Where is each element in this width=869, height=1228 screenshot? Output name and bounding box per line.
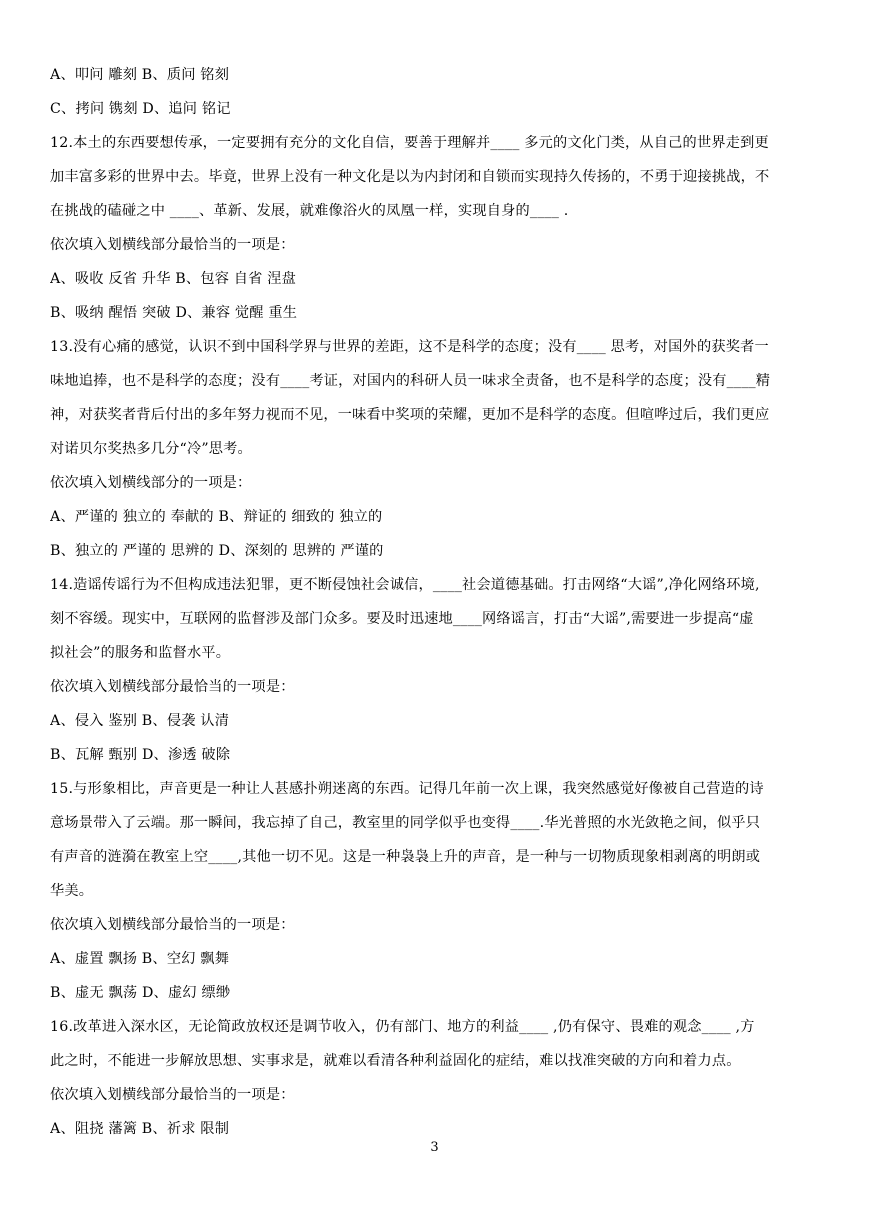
- text-line: A、阻挠 藩篱 B、祈求 限制: [50, 1121, 230, 1137]
- text-line: 加丰富多彩的世界中去。毕竟，世界上没有一种文化是以为内封闭和自锁而实现持久传扬的，不勇于迎接挑战，不: [50, 169, 770, 185]
- text-line: A、侵入 鉴别 B、侵袭 认清: [50, 713, 230, 729]
- text-line: 15.与形象相比，声音更是一种让人甚感扑朔迷离的东西。记得几年前一次上课，我突然感觉好像被自己营造的诗: [50, 781, 764, 797]
- text-line: C、拷问 镌刻 D、追问 铭记: [50, 101, 231, 117]
- text-line: 依次填入划横线部分最恰当的一项是：: [50, 679, 295, 695]
- text-line: 刻不容缓。现实中，互联网的监督涉及部门众多。要及时迅速地____网络谣言，打击“大谣”,需要进一步提高“虚: [50, 611, 754, 627]
- text-line: A、虚置 飘扬 B、空幻 飘舞: [50, 951, 230, 967]
- text-line: 对诺贝尔奖热多几分“冷”思考。: [50, 441, 252, 457]
- text-line: 依次填入划横线部分的一项是：: [50, 475, 252, 491]
- text-line: B、独立的 严谨的 思辨的 D、深刻的 思辨的 严谨的: [50, 543, 384, 559]
- text-line: 意场景带入了云端。那一瞬间，我忘掉了自己，教室里的同学似乎也变得____.华光普照的水光敛艳之间，似乎只: [50, 815, 761, 831]
- text-line: A、严谨的 独立的 奉献的 B、辩证的 细致的 独立的: [50, 509, 383, 525]
- text-line: 依次填入划横线部分最恰当的一项是：: [50, 1087, 295, 1103]
- text-line: 有声音的涟漪在教室上空____,其他一切不见。这是一种袅袅上升的声音，是一种与一切物质现象相剥离的明朗或: [50, 849, 761, 865]
- text-line: 神，对获奖者背后付出的多年努力视而不见，一味看中奖项的荣耀，更加不是科学的态度。但喧哗过后，我们更应: [50, 407, 770, 423]
- text-line: 味地追捧，也不是科学的态度；没有____考证，对国内的科研人员一味求全责备，也不是科学的态度；没有____精: [50, 373, 771, 389]
- text-line: A、叩问 雕刻 B、质问 铭刻: [50, 67, 230, 83]
- text-line: B、虚无 飘荡 D、虚幻 缥缈: [50, 985, 231, 1001]
- text-line: 14.造谣传谣行为不但构成违法犯罪，更不断侵蚀社会诚信，____社会道德基础。打击网络“大谣”,净化网络环境,: [50, 577, 760, 593]
- page-number: 3: [430, 1140, 439, 1155]
- text-line: 16.改革进入深水区，无论简政放权还是调节收入，仍有部门、地方的利益____ ,仍有保守、畏难的观念____ ,方: [50, 1019, 755, 1035]
- text-line: A、吸收 反省 升华 B、包容 自省 涅盘: [50, 271, 297, 287]
- text-line: 华美。: [50, 883, 94, 899]
- text-line: 依次填入划横线部分最恰当的一项是：: [50, 917, 295, 933]
- text-line: B、吸纳 醒悟 突破 D、兼容 觉醒 重生: [50, 305, 298, 321]
- text-line: 12.本土的东西要想传承，一定要拥有充分的文化自信，要善于理解并____ 多元的文化门类，从自己的世界走到更: [50, 135, 769, 151]
- text-line: 此之时，不能进一步解放思想、实事求是，就难以看清各种利益固化的症结，难以找准突破的方向和着力点。: [50, 1053, 741, 1069]
- text-line: 拟社会”的服务和监督水平。: [50, 645, 231, 661]
- text-line: B、瓦解 甄别 D、渗透 破除: [50, 747, 231, 763]
- text-line: 13.没有心痛的感觉，认识不到中国科学界与世界的差距，这不是科学的态度；没有____ 思考，对国外的获奖者一: [50, 339, 769, 355]
- document-body: [50, 58, 820, 1146]
- text-line: 依次填入划横线部分最恰当的一项是：: [50, 237, 295, 253]
- text-line: 在挑战的磕碰之中 ____、革新、发展，就难像浴火的凤凰一样，实现自身的____ .: [50, 203, 569, 219]
